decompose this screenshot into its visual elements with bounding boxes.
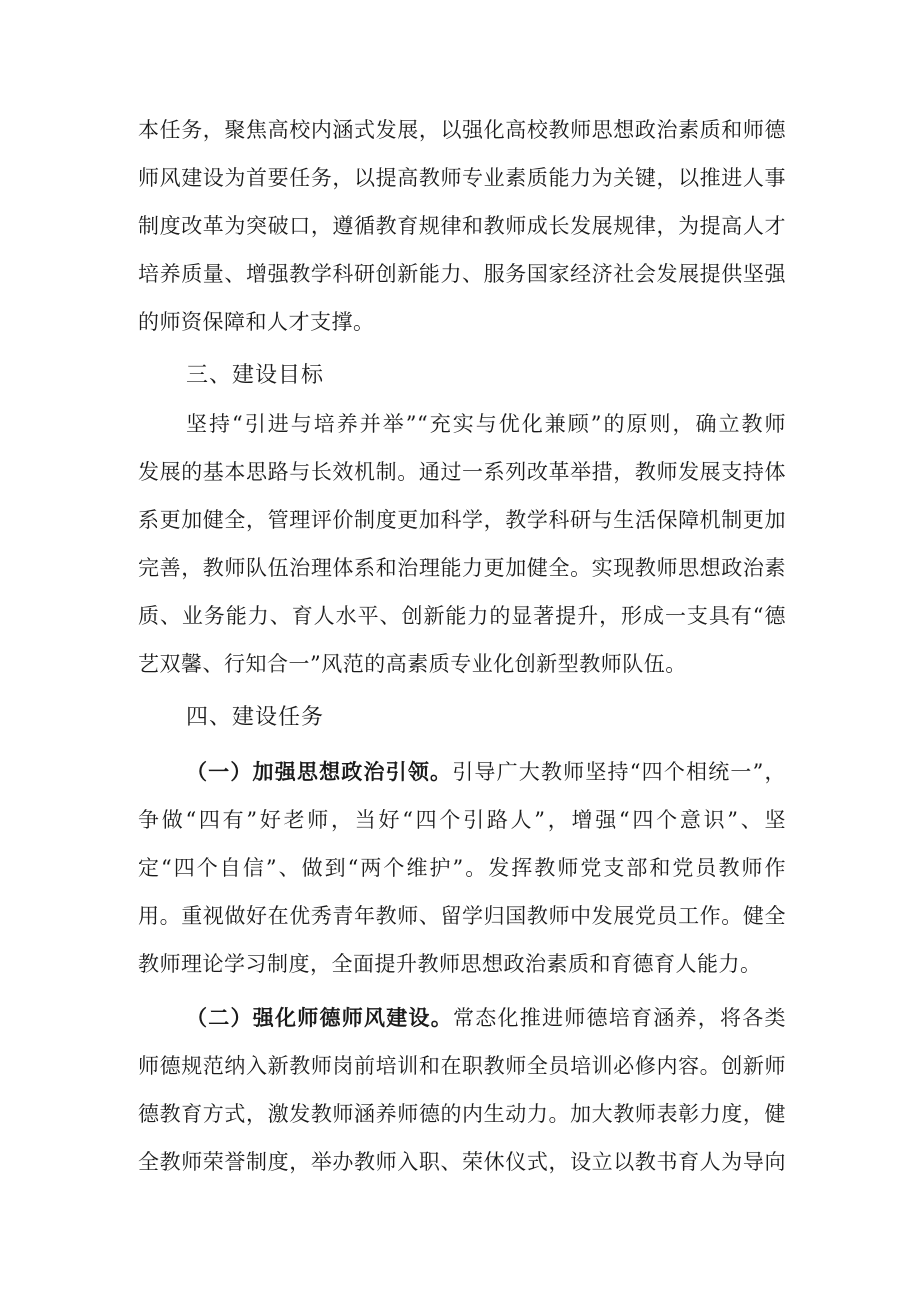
- paragraph-line: 制度改革为突破口，遵循教育规律和教师成长发展规律，为提高人才: [138, 214, 786, 238]
- paragraph-line: 培养质量、增强教学科研创新能力、服务国家经济社会发展提供坚强: [138, 262, 786, 286]
- paragraph-line: 德教育方式，激发教师涵养师德的内生动力。加大教师表彰力度，健: [138, 1102, 786, 1126]
- item-text: 引导广大教师坚持“四个相统一”，: [452, 760, 786, 784]
- paragraph-line: 质、业务能力、育人水平、创新能力的显著提升，形成一支具有“德: [138, 604, 786, 628]
- paragraph-line: 定“四个自信”、做到“两个维护”。发挥教师党支部和党员教师作: [138, 856, 786, 880]
- item-title: （二）强化师德师风建设。: [186, 1006, 453, 1030]
- paragraph-line: 教师理论学习制度，全面提升教师思想政治素质和育德育人能力。: [138, 952, 762, 976]
- paragraph-line: 艺双馨、行知合一”风范的高素质专业化创新型教师队伍。: [138, 652, 687, 676]
- paragraph-line: 师风建设为首要任务，以提高教师专业素质能力为关键，以推进人事: [138, 166, 786, 190]
- paragraph-line: 系更加健全，管理评价制度更加科学，教学科研与生活保障机制更加: [138, 508, 786, 532]
- paragraph-line: 用。重视做好在优秀青年教师、留学归国教师中发展党员工作。健全: [138, 904, 786, 928]
- item-first-line: [186, 758, 786, 786]
- paragraph-line: 完善，教师队伍治理体系和治理能力更加健全。实现教师思想政治素: [138, 556, 786, 580]
- paragraph-line: 本任务，聚焦高校内涵式发展，以强化高校教师思想政治素质和师德: [138, 118, 786, 142]
- section-heading-goals: 三、建设目标: [186, 363, 325, 388]
- paragraph-line: 坚持“引进与培养并举”“充实与优化兼顾”的原则，确立教师: [186, 412, 786, 436]
- item-text: 常态化推进师德培育涵养，将各类: [453, 1006, 786, 1030]
- paragraph-line: 争做“四有”好老师，当好“四个引路人”，增强“四个意识”、坚: [138, 808, 786, 832]
- paragraph-line: 的师资保障和人才支撑。: [138, 310, 375, 334]
- item-title: （一）加强思想政治引领。: [186, 760, 453, 784]
- paragraph-line: 全教师荣誉制度，举办教师入职、荣休仪式，设立以教书育人为导向: [138, 1150, 786, 1174]
- section-heading-tasks: 四、建设任务: [186, 705, 325, 730]
- paragraph-line: 师德规范纳入新教师岗前培训和在职教师全员培训必修内容。创新师: [138, 1054, 786, 1078]
- item-first-line: [186, 1004, 786, 1032]
- paragraph-line: 发展的基本思路与长效机制。通过一系列改革举措，教师发展支持体: [138, 460, 786, 484]
